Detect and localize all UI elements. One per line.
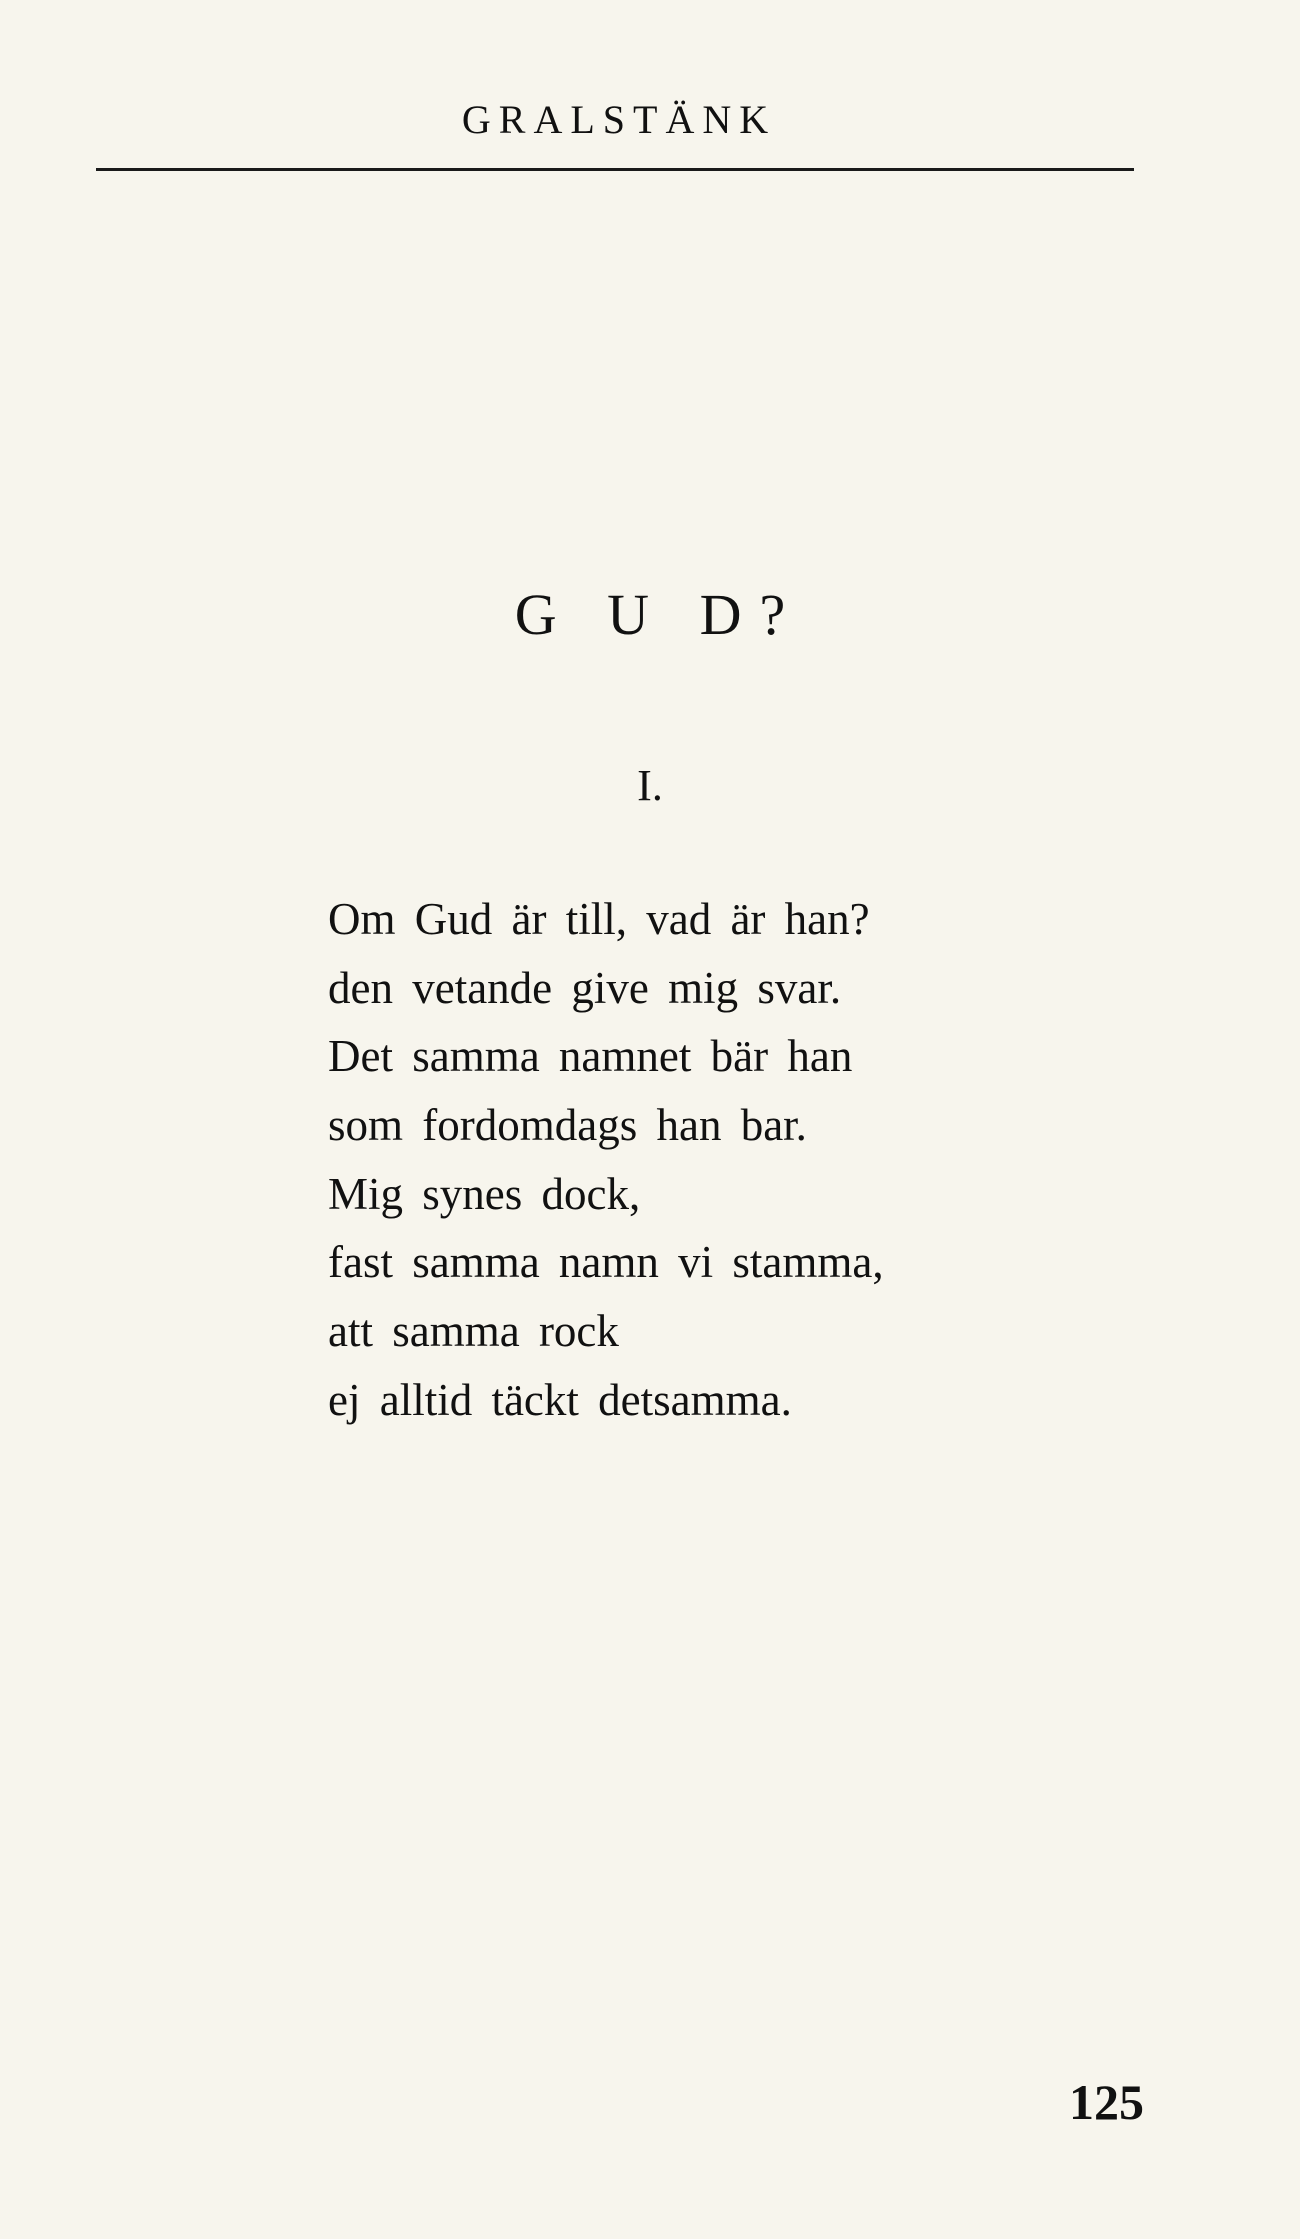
poem-line: att samma rock <box>328 1306 619 1357</box>
poem-line: fast samma namn vi stamma, <box>328 1237 884 1288</box>
poem-line: ej alltid täckt detsamma. <box>328 1374 792 1425</box>
poem-line: som fordomdags han bar. <box>328 1100 807 1151</box>
page-header <box>96 97 1134 142</box>
running-title: GRALSTÄNK <box>461 97 777 142</box>
poem-stanza <box>328 885 884 1435</box>
poem-line: Om Gud är till, vad är han? <box>328 894 870 944</box>
section-number: I. <box>637 761 663 810</box>
poem-line: Mig synes dock, <box>328 1168 641 1219</box>
page-number: 125 <box>1069 2074 1144 2130</box>
poem-title: G U D? <box>514 582 804 647</box>
header-rule <box>96 168 1134 171</box>
poem-line: den vetande give mig svar. <box>328 962 842 1013</box>
poem-line: Det samma namnet bär han <box>328 1031 853 1082</box>
